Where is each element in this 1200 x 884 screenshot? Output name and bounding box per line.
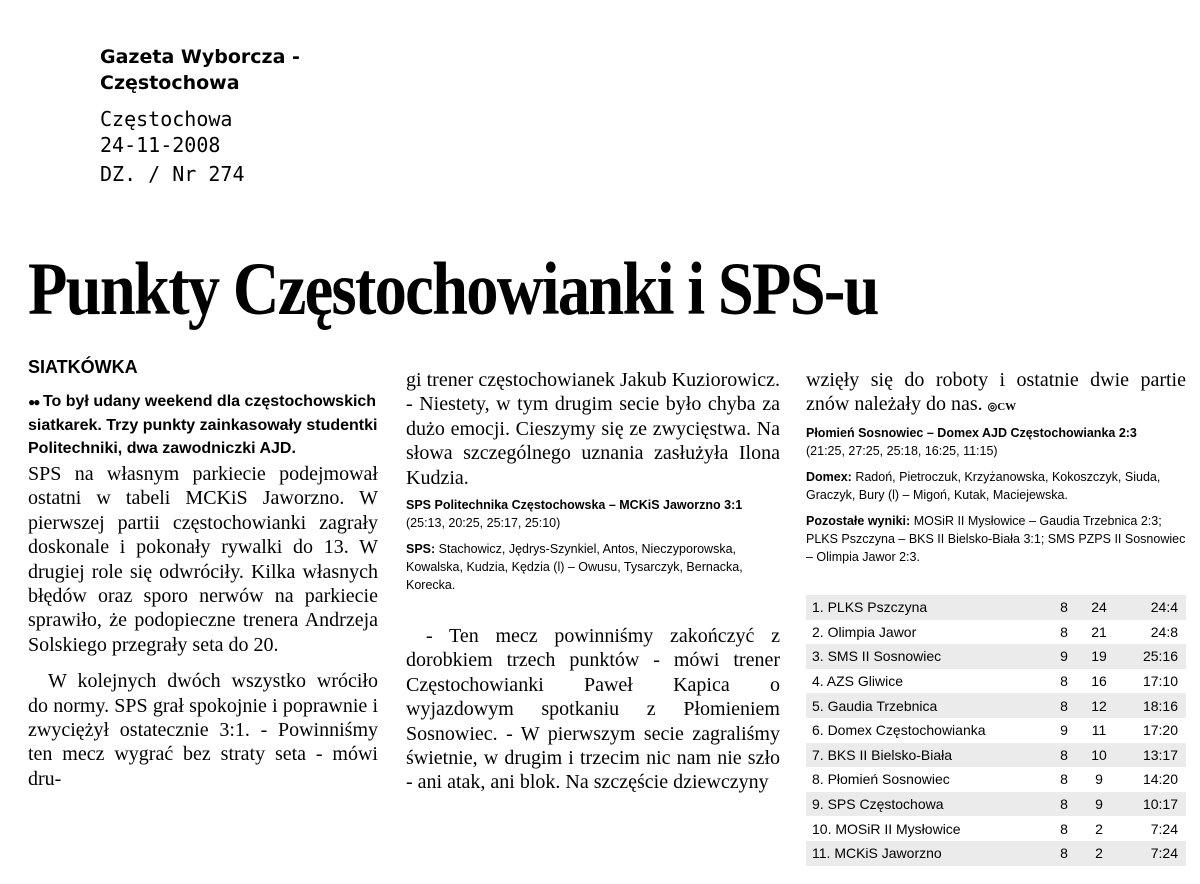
standings-sets: 17:20	[1142, 722, 1178, 739]
standings-points: 24	[1078, 595, 1120, 620]
column-2-paragraph-1: gi trener częstochowianek Jakub Kuziorowicz. - Niestety, w tym drugim secie było chyba za dużo emocji. Cieszymy się ze zwycięstwa. Na słowa szczególnego uznania zasłużyła Ilona Kudzia.	[406, 369, 780, 489]
standings-sets: 25:16	[1120, 644, 1186, 669]
standings-table	[806, 595, 1186, 866]
standings-sets: 14:20	[1142, 771, 1178, 788]
match-1-lineup-label: SPS:	[406, 542, 436, 557]
standings-sets: 13:17	[1120, 743, 1186, 768]
issue-label: DZ. / Nr 274	[100, 162, 245, 186]
column-2	[406, 368, 780, 868]
date-label: 24-11-2008	[100, 133, 221, 157]
standings-team: 7. BKS II Bielsko-Biała	[806, 743, 1050, 768]
standings-row	[806, 718, 1186, 743]
match-2-lineup-players: Radoń, Pietroczuk, Krzyżanowska, Kokoszczyk, Siuda, Graczyk, Bury (l) – Migoń, Kutak, Maciejewska.	[806, 469, 1161, 502]
standings-sets: 17:10	[1142, 673, 1178, 690]
standings-team: 11. MCKiS Jaworzno	[806, 841, 1050, 866]
standings-row	[806, 841, 1186, 866]
standings-row	[806, 644, 1186, 669]
column-3-text: wzięły się do roboty i ostatnie dwie partie znów należały do nas.	[806, 369, 1186, 416]
standings-team: 6. Domex Częstochowianka	[812, 722, 986, 739]
standings-sets: 24:8	[1150, 623, 1178, 640]
standings-played: 9	[1050, 644, 1078, 669]
column-1	[28, 356, 378, 856]
standings-team: 8. Płomień Sosnowiec	[812, 771, 950, 788]
section-label: SIATKÓWKA	[28, 357, 138, 377]
city-label: Częstochowa	[100, 107, 233, 131]
column-1-paragraph-2: W kolejnych dwóch wszystko wróciło do normy. SPS grał spokojnie i poprawnie i zwyciężył ostatecznie 3:1. - Powinniśmy ten mecz wygrać bez straty seta - mówi dru-	[28, 670, 378, 790]
match-1-lineup	[406, 540, 780, 594]
standings-row	[806, 620, 1186, 645]
other-results	[806, 512, 1186, 566]
standings-team: 10. MOSiR II Mysłowice	[812, 820, 961, 837]
other-results-label: Pozostałe wyniki:	[806, 513, 911, 528]
standings-row	[806, 693, 1186, 718]
standings-played: 8	[1060, 623, 1068, 640]
column-1-paragraph-1: SPS na własnym parkiecie podejmował ostatni w tabeli MCKiS Jaworzno. W pierwszej partii częstochowianki zagrały doskonale i pokonały rywalki do 13. W drugiej role się odwróciły. Kilka własnych błędów oraz sporo nerwów na parkiecie sprawiło, że podopieczne trenera Andrzeja Solskiego przegrały seta do 20.	[28, 463, 378, 656]
standings-team: 3. SMS II Sosnowiec	[806, 644, 1050, 669]
standings-played: 8	[1060, 771, 1068, 788]
lead-text: To był udany weekend dla częstochowskich siatkarek. Trzy punkty zainkasowały studentki Politechniki, dwa zawodniczki AJD.	[28, 393, 378, 457]
standings-points: 16	[1091, 673, 1107, 690]
standings-played: 9	[1060, 722, 1068, 739]
lead-paragraph	[28, 390, 378, 460]
standings-played: 8	[1050, 743, 1078, 768]
match-2-lineup-label: Domex:	[806, 469, 852, 484]
standings-sets: 10:17	[1120, 792, 1186, 817]
standings-body	[806, 595, 1186, 866]
standings-points: 19	[1078, 644, 1120, 669]
standings-played: 8	[1060, 673, 1068, 690]
standings-row	[806, 816, 1186, 841]
match-1-sets: (25:13, 20:25, 25:17, 25:10)	[406, 516, 561, 531]
standings-row	[806, 595, 1186, 620]
publication-edition: Częstochowa	[100, 72, 240, 94]
standings-points: 9	[1095, 771, 1103, 788]
standings-points: 11	[1091, 722, 1107, 739]
standings-row	[806, 767, 1186, 792]
standings-points: 10	[1078, 743, 1120, 768]
column-2-paragraph-2: - Ten mecz powinniśmy zakończyć z dorobkiem trzech punktów - mówi trener Częstochowianki Paweł Kapica o wyjazdowym spotkaniu z Płomieniem Sosnowiec. - W pierwszym secie zagraliśmy świetnie, w drugim i trzecim nic nam nie szło - ani atak, ani blok. Na szczęście dziewczyny	[406, 625, 780, 794]
standings-sets: 24:4	[1120, 595, 1186, 620]
publication-name: Gazeta Wyborcza -	[100, 46, 300, 68]
standings-team: 9. SPS Częstochowa	[806, 792, 1050, 817]
author-mark-icon: ◎CW	[987, 401, 1017, 414]
standings-played: 8	[1050, 792, 1078, 817]
standings-team: 5. Gaudia Trzebnica	[806, 693, 1050, 718]
standings-points: 2	[1095, 820, 1103, 837]
match-2-title: Płomień Sosnowiec – Domex AJD Częstochowianka 2:3	[806, 425, 1137, 440]
match-2-lineup	[806, 468, 1186, 504]
standings-sets: 18:16	[1120, 693, 1186, 718]
standings-row	[806, 743, 1186, 768]
standings-points: 12	[1078, 693, 1120, 718]
standings-row	[806, 669, 1186, 694]
lead-bullet-icon: ●●	[28, 395, 39, 409]
standings-points: 9	[1078, 792, 1120, 817]
match-1-title: SPS Politechnika Częstochowska – MCKiS Jaworzno 3:1	[406, 498, 743, 513]
standings-team: 1. PLKS Pszczyna	[806, 595, 1050, 620]
standings-team: 2. Olimpia Jawor	[812, 623, 917, 640]
column-3	[806, 368, 1186, 590]
column-3-paragraph-1	[806, 368, 1186, 420]
standings-points: 21	[1091, 623, 1107, 640]
other-results-text: MOSiR II Mysłowice – Gaudia Trzebnica 2:3; PLKS Pszczyna – BKS II Bielsko-Biała 3:1; SMS PZPS II Sosnowiec – Olimpia Jawor 2:3.	[806, 513, 1186, 564]
match-1-lineup-players: Stachowicz, Jędrys-Szynkiel, Antos, Nieczyporowska, Kowalska, Kudzia, Kędzia (l) – Owusu, Tysarczyk, Bernacka, Korecka.	[406, 542, 743, 593]
match-2-sets: (21:25, 27:25, 25:18, 16:25, 11:15)	[806, 443, 998, 458]
standings-sets: 7:24	[1150, 820, 1178, 837]
standings-points: 2	[1078, 841, 1120, 866]
standings-played: 8	[1050, 595, 1078, 620]
standings-row	[806, 792, 1186, 817]
standings-played: 8	[1050, 693, 1078, 718]
standings-played: 8	[1050, 841, 1078, 866]
article-headline: Punkty Częstochowianki i SPS-u	[28, 248, 878, 331]
standings-sets: 7:24	[1120, 841, 1186, 866]
standings-team: 4. AZS Gliwice	[812, 673, 904, 690]
standings-played: 8	[1060, 820, 1068, 837]
